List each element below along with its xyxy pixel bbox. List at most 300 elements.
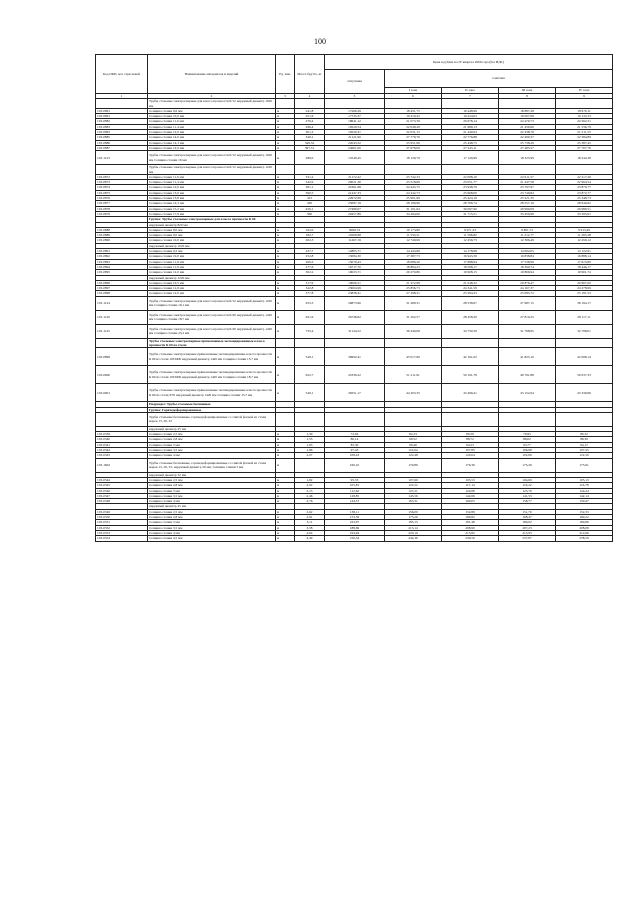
item-name: толщина стенки 11,4 мм xyxy=(148,124,276,129)
item-code: 103-0896 xyxy=(96,280,148,285)
item-code: 103-0898 xyxy=(96,291,148,296)
section-row xyxy=(96,165,613,175)
item-name: толщина стенки 13,0 мм xyxy=(148,190,276,195)
item-price-zone3: 27 987,15 xyxy=(499,296,556,310)
item-price-zone1: 213,14 xyxy=(385,525,442,530)
item-price-zone1: 119,52 xyxy=(385,483,442,488)
item-price-zone1: 96,46 xyxy=(385,442,442,447)
item-mass: 361,1 xyxy=(295,185,325,190)
empty-cell xyxy=(442,412,499,426)
empty-cell xyxy=(325,165,385,175)
item-mass: 631,9 xyxy=(295,310,325,324)
item-unit: м xyxy=(276,254,295,259)
empty-cell xyxy=(385,165,442,175)
item-unit: м xyxy=(276,286,295,291)
item-mass: 735,4 xyxy=(295,324,325,338)
item-unit: м xyxy=(276,483,295,488)
section-title: Трубы стальные электросварные для класса прочности К 52 наружный диаметр 1220 мм xyxy=(148,165,276,175)
item-price-zone4: 119,59 xyxy=(556,453,613,458)
item-unit: м xyxy=(276,384,295,402)
item-mass: 342,8 xyxy=(295,286,325,291)
item-price-zone3: 22 611,57 xyxy=(499,174,556,179)
item-price-zone2: 176,36 xyxy=(442,458,499,472)
empty-cell xyxy=(499,99,556,109)
item-name: толщина стенки 13,8 мм xyxy=(148,196,276,201)
item-name: толщина стенки 14,9 мм xyxy=(148,145,276,150)
item-name: Трубы стальные бесшовные, горячедеформированные со снятой фаской из стали марок 15, 20, 25, наружный диаметр 30 мм, толщина стенки 5 мм xyxy=(148,458,276,472)
item-mass: 2,76 xyxy=(295,499,325,504)
item-price-zone4: 24 278,99 xyxy=(556,286,613,291)
item-price-wholesale: 21121,90 xyxy=(325,135,385,140)
item-price-zone2: 23 051,77 xyxy=(442,180,499,185)
item-mass: 2,15 xyxy=(295,488,325,493)
price-table xyxy=(95,54,613,542)
item-price-wholesale: 23838,41 xyxy=(325,291,385,296)
header-price-title: Цена в рублях на IV квартал 2006 года (без НДС) xyxy=(325,55,613,70)
item-unit: м xyxy=(276,458,295,472)
item-code: 103-0861 xyxy=(96,114,148,119)
table-row xyxy=(96,458,613,472)
item-price-zone1: 22 031,15 xyxy=(385,130,442,135)
item-price-zone2: 107,85 xyxy=(442,448,499,453)
item-price-zone4: 19 901,74 xyxy=(556,270,613,275)
item-price-wholesale: 80,14 xyxy=(325,437,385,442)
item-mass: 2,07 xyxy=(295,453,325,458)
header-wholesale: отпускная xyxy=(325,70,385,94)
item-name: толщина стенки 11,0 мм xyxy=(148,174,276,179)
item-code: 103-0894 xyxy=(96,264,148,269)
item-price-zone4: 116,78 xyxy=(556,483,613,488)
item-price-wholesale: 19529,54 xyxy=(325,124,385,129)
empty-cell xyxy=(442,99,499,109)
table-body xyxy=(96,99,613,541)
section-title: наружный диаметр 45 мм xyxy=(148,504,276,509)
item-price-zone4: 18 244,38 xyxy=(556,151,613,165)
item-mass: 301,3 xyxy=(295,130,325,135)
item-mass: 3,11 xyxy=(295,520,325,525)
item-price-zone3: 88,02 xyxy=(499,437,556,442)
item-price-zone1: 122,48 xyxy=(385,453,442,458)
item-price-zone1: 23 742,33 xyxy=(385,174,442,179)
item-code: 103-0899 xyxy=(96,348,148,366)
item-price-zone1: 36 440,08 xyxy=(385,324,442,338)
item-price-zone1: 107,69 xyxy=(385,477,442,482)
item-mass: 2,02 xyxy=(295,483,325,488)
empty-cell xyxy=(499,412,556,426)
item-price-zone3: 20 876,47 xyxy=(499,280,556,285)
item-name: Трубы стальные электросварные для класса прочности К 52 наружный диаметр 1020 мм толщина стенки 16 мм xyxy=(148,151,276,165)
item-price-wholesale: 16717,70 xyxy=(325,264,385,269)
item-price-zone2: 27 243,11 xyxy=(442,145,499,150)
item-name: толщина стенки 2,5 мм xyxy=(148,509,276,514)
item-code: 103-0349 xyxy=(96,509,148,514)
item-name: толщина стенки 9,6 мм xyxy=(148,108,276,113)
item-price-zone4: 21 511,53 xyxy=(556,130,613,135)
item-price-zone4: 18 446,17 xyxy=(556,264,613,269)
item-name: Трубы стальные электросварные для класса прочности К 60 наружный диаметр 1420 мм толщина стенки 18,7 мм xyxy=(148,310,276,324)
item-price-wholesale: 31144,52 xyxy=(325,324,385,338)
item-price-zone2: 22 098,10 xyxy=(442,174,499,179)
item-price-zone2: 43 499,41 xyxy=(442,384,499,402)
item-unit: м xyxy=(276,525,295,530)
item-price-zone3: 104,69 xyxy=(499,477,556,482)
empty-cell xyxy=(295,99,325,109)
item-code: 103-0343 xyxy=(96,453,148,458)
item-mass: 2,91 xyxy=(295,515,325,520)
item-price-zone2: 24 341,59 xyxy=(442,286,499,291)
item-mass: 241,8 xyxy=(295,108,325,113)
item-code: 103-0341 xyxy=(96,442,148,447)
item-unit: м xyxy=(276,259,295,264)
item-unit: м xyxy=(276,206,295,211)
item-name: толщина стенки 11,0 мм xyxy=(148,119,276,124)
item-mass: 162,0 xyxy=(295,227,325,232)
item-price-zone4: 159,47 xyxy=(556,499,613,504)
table-row xyxy=(96,366,613,384)
item-price-wholesale: 15549,45 xyxy=(325,151,385,165)
item-mass: 252,8 xyxy=(295,254,325,259)
item-unit: м xyxy=(276,453,295,458)
item-price-zone3: 18 325,99 xyxy=(499,151,556,165)
item-price-zone4: 14 122,91 xyxy=(556,249,613,254)
item-price-zone2: 12 456,73 xyxy=(442,238,499,243)
item-unit: м xyxy=(276,310,295,324)
item-price-wholesale: 153,39 xyxy=(325,515,385,520)
item-mass: 286,0 xyxy=(295,151,325,165)
empty-cell xyxy=(556,165,613,175)
item-mass: 549,1 xyxy=(295,384,325,402)
item-price-zone4: 18 970,11 xyxy=(556,108,613,113)
item-price-zone4: 80,32 xyxy=(556,432,613,437)
empty-cell xyxy=(276,99,295,109)
item-price-zone4: 20 967,00 xyxy=(556,280,613,285)
item-price-zone1: 10 173,80 xyxy=(385,227,442,232)
item-mass: 349,32 xyxy=(295,140,325,145)
item-unit: м xyxy=(276,291,295,296)
item-name: толщина стенки 8,0 мм xyxy=(148,227,276,232)
item-price-zone2: 160,05 xyxy=(442,499,499,504)
item-price-zone1: 31 289,31 xyxy=(385,296,442,310)
item-price-zone2: 25 294,43 xyxy=(442,291,499,296)
item-price-zone4: 23 872,77 xyxy=(556,190,613,195)
item-unit: м xyxy=(276,442,295,447)
item-price-wholesale: 97,43 xyxy=(325,448,385,453)
item-name: Трубы стальные электросварные прямошовные экспандированные класса прочности К 60 из стали 10Г2ФБ наружный диаметр 1420 мм толщина стенки 15,7 мм xyxy=(148,348,276,366)
item-price-zone4: 17 615,89 xyxy=(556,259,613,264)
item-price-zone3: 180,02 xyxy=(499,520,556,525)
item-price-zone1: 90,52 xyxy=(385,437,442,442)
item-name: толщина стенки 2,8 мм xyxy=(148,515,276,520)
item-unit: м xyxy=(276,499,295,504)
item-price-zone4: 169,22 xyxy=(556,515,613,520)
item-price-zone2: 22 776,88 xyxy=(442,135,499,140)
item-price-zone3: 23 767,97 xyxy=(499,185,556,190)
item-price-wholesale: 160,10 xyxy=(325,458,385,472)
item-mass: 1,55 xyxy=(295,437,325,442)
item-mass: 342,9 xyxy=(295,180,325,185)
item-price-wholesale: 22043,52 xyxy=(325,140,385,145)
item-unit: м xyxy=(276,280,295,285)
item-unit: м xyxy=(276,135,295,140)
header-zone2: II зона xyxy=(442,87,499,94)
item-name: толщина стенки 17,9 мм xyxy=(148,211,276,216)
item-price-zone4: 42 098,14 xyxy=(556,348,613,366)
item-price-wholesale: 128,85 xyxy=(325,493,385,498)
item-name: толщина стенки 3 мм xyxy=(148,442,276,447)
item-name: толщина стенки 14,3 мм xyxy=(148,201,276,206)
item-name: толщина стенки 14,3 мм xyxy=(148,140,276,145)
item-code: 103-0878 xyxy=(96,206,148,211)
item-price-zone3: 21 450,60 xyxy=(499,124,556,129)
item-price-zone4: 180,86 xyxy=(556,520,613,525)
item-unit: м xyxy=(276,520,295,525)
item-unit: м xyxy=(276,348,295,366)
column-number: 3 xyxy=(276,94,295,99)
section-title: Трубы стальные электросварные прямошовные экспандированные класса прочности К 60 из стали xyxy=(148,338,276,348)
item-mass: 296,4 xyxy=(295,124,325,129)
item-price-zone3: 18 360,74 xyxy=(499,264,556,269)
item-price-zone4: 22 217,26 xyxy=(556,174,613,179)
empty-cell xyxy=(385,338,442,348)
item-price-zone3: 25 221,35 xyxy=(499,196,556,201)
item-price-zone1: 11 550,51 xyxy=(385,233,442,238)
item-price-zone2: 152,89 xyxy=(442,509,499,514)
item-unit: м xyxy=(276,130,295,135)
item-price-zone1: 12 749,99 xyxy=(385,238,442,243)
item-price-zone3: 24 167,37 xyxy=(499,286,556,291)
item-price-zone2: 19 224,63 xyxy=(442,114,499,119)
empty-cell xyxy=(499,338,556,348)
item-price-zone4: 25 191,53 xyxy=(556,291,613,296)
item-mass: 377,8 xyxy=(295,291,325,296)
item-name: толщина стенки 4,5 мм xyxy=(148,536,276,541)
item-price-zone2: 9 971,33 xyxy=(442,227,499,232)
section-code xyxy=(96,165,148,175)
item-price-zone3: 175,29 xyxy=(499,458,556,472)
item-mass: 251,6 xyxy=(295,114,325,119)
item-price-zone2: 124,68 xyxy=(442,488,499,493)
item-price-zone4: 22 964,54 xyxy=(556,180,613,185)
item-code: 103-0890 xyxy=(96,238,148,243)
item-name: толщина стенки 10,0 мм xyxy=(148,114,276,119)
section-title: Трубы стальные бесшовные, горячедеформированные со снятой фаской из стали марок 15, 20, 25 xyxy=(148,412,276,426)
item-unit: м xyxy=(276,324,295,338)
item-name: толщина стенки 12,0 мм xyxy=(148,270,276,275)
item-price-zone4: 25 348,73 xyxy=(556,196,613,201)
item-price-wholesale: 21447,33 xyxy=(325,190,385,195)
item-code: 103-0340 xyxy=(96,437,148,442)
item-price-zone1: 31 502,57 xyxy=(385,310,442,324)
item-name: толщина стенки 11,0 мм xyxy=(148,286,276,291)
empty-cell xyxy=(442,338,499,348)
item-price-wholesale: 9066,74 xyxy=(325,227,385,232)
item-price-zone2: 28 766,74 xyxy=(442,201,499,206)
item-unit: м xyxy=(276,114,295,119)
item-price-zone4: 33 595,61 xyxy=(556,211,613,216)
table-row xyxy=(96,348,613,366)
item-mass: 390,5 xyxy=(295,190,325,195)
item-mass: 2,62 xyxy=(295,509,325,514)
item-price-zone4: 19 143,33 xyxy=(556,114,613,119)
item-price-zone1: 25 901,99 xyxy=(385,196,442,201)
item-name: толщина стенки 11,4 мм xyxy=(148,180,276,185)
column-number: 2 xyxy=(148,94,276,99)
item-name: толщина стенки 9,0 мм xyxy=(148,233,276,238)
item-price-zone3: 213,95 xyxy=(499,530,556,535)
section-row xyxy=(96,338,613,348)
item-price-zone1: 18 431,75 xyxy=(385,108,442,113)
item-price-zone2: 88,72 xyxy=(442,437,499,442)
item-price-zone1: 17 287,73 xyxy=(385,254,442,259)
item-price-zone2: 28 538,97 xyxy=(442,296,499,310)
item-code: 103-1123 xyxy=(96,151,148,165)
column-number: 9 xyxy=(556,94,613,99)
item-price-zone2: 17 688,94 xyxy=(442,259,499,264)
item-price-zone3: 21 447,58 xyxy=(499,180,556,185)
item-mass: 500 xyxy=(295,211,325,216)
item-unit: м xyxy=(276,196,295,201)
item-code: 103-0873 xyxy=(96,180,148,185)
item-name: толщина стенки 4 мм xyxy=(148,530,276,535)
item-price-zone3: 12 396,49 xyxy=(499,238,556,243)
item-price-wholesale: 17266,29 xyxy=(325,108,385,113)
empty-cell xyxy=(276,338,295,348)
item-name: толщина стенки 9,2 мм xyxy=(148,249,276,254)
item-price-zone3: 25 738,29 xyxy=(499,140,556,145)
item-code: 103-0861 xyxy=(96,108,148,113)
item-mass: 456,1 xyxy=(295,206,325,211)
item-price-wholesale: 26748,62 xyxy=(325,310,385,324)
item-name: толщина стенки 12,0 мм xyxy=(148,185,276,190)
item-mass: 1,39 xyxy=(295,432,325,437)
item-code: 103-0883 xyxy=(96,124,148,129)
item-unit: м xyxy=(276,270,295,275)
item-mass: 227,7 xyxy=(295,249,325,254)
header-name: Наименование материалов и изделий xyxy=(148,55,276,94)
item-price-wholesale: 25087,19 xyxy=(325,201,385,206)
item-name: толщина стенки 2,8 мм xyxy=(148,483,276,488)
item-price-wholesale: 15070,43 xyxy=(325,259,385,264)
item-unit: м xyxy=(276,190,295,195)
item-price-zone4: 43 339,66 xyxy=(556,384,613,402)
item-price-zone2: 21 048,32 xyxy=(442,280,499,285)
item-price-zone2: 21 440,94 xyxy=(442,130,499,135)
empty-cell xyxy=(276,165,295,175)
item-code: 103-0893 xyxy=(96,259,148,264)
item-price-wholesale: 85,39 xyxy=(325,442,385,447)
item-code: 103-1125 xyxy=(96,324,148,338)
item-code: 103-0339 xyxy=(96,432,148,437)
item-price-wholesale: 17735,37 xyxy=(325,114,385,119)
item-price-zone2: 23 968,00 xyxy=(442,190,499,195)
item-code: 103-0875 xyxy=(96,190,148,195)
item-mass: 430 xyxy=(295,201,325,206)
item-price-zone1: 18 884,23 xyxy=(385,264,442,269)
item-price-wholesale: 23004,99 xyxy=(325,286,385,291)
item-price-wholesale: 216,34 xyxy=(325,536,385,541)
item-unit: м xyxy=(276,124,295,129)
item-code: 103-0347 xyxy=(96,493,148,498)
item-price-zone4: 142,14 xyxy=(556,493,613,498)
header-unit: Ед. изм. xyxy=(276,55,295,94)
column-number: 5 xyxy=(325,94,385,99)
item-price-zone4: 28 649,62 xyxy=(556,201,613,206)
item-price-zone3: 28 557,16 xyxy=(499,201,556,206)
item-code: 103-0351 xyxy=(96,520,148,525)
item-price-wholesale: 21172,42 xyxy=(325,174,385,179)
item-price-zone1: 156,00 xyxy=(385,509,442,514)
item-price-zone1: 127,21 xyxy=(385,488,442,493)
empty-cell xyxy=(325,412,385,426)
item-price-zone1: 25 856,73 xyxy=(385,286,442,291)
item-unit: м xyxy=(276,211,295,216)
item-price-zone1: 25 951,99 xyxy=(385,140,442,145)
item-code: 103-0874 xyxy=(96,185,148,190)
item-price-zone1: 34 494,00 xyxy=(385,211,442,216)
item-code: 103-0344 xyxy=(96,477,148,482)
item-price-wholesale: 36992,41 xyxy=(325,348,385,366)
item-price-zone3: 79,95 xyxy=(499,432,556,437)
item-mass: 276,4 xyxy=(295,119,325,124)
item-price-wholesale: 19023,71 xyxy=(325,270,385,275)
item-price-wholesale: 194,94 xyxy=(325,530,385,535)
item-price-zone1: 14 443,66 xyxy=(385,249,442,254)
item-code: 103-0895 xyxy=(96,270,148,275)
item-price-wholesale: 26873,90 xyxy=(325,296,385,310)
item-price-zone4: 29 989,51 xyxy=(556,206,613,211)
section-code xyxy=(96,412,148,426)
empty-cell xyxy=(385,99,442,109)
item-unit: м xyxy=(276,238,295,243)
item-price-zone2: 28 458,30 xyxy=(442,310,499,324)
item-price-wholesale: 24661,00 xyxy=(325,145,385,150)
item-price-zone2: 17 129,99 xyxy=(442,151,499,165)
item-price-wholesale: 18641,12 xyxy=(325,119,385,124)
item-unit: м xyxy=(276,477,295,482)
section-title: наружный диаметр 25 мм xyxy=(148,426,276,431)
item-price-zone1: 23 518,69 xyxy=(385,180,442,185)
item-code: 103-0863 xyxy=(96,130,148,135)
item-price-zone1: 145,56 xyxy=(385,493,442,498)
item-price-zone3: 24 470,73 xyxy=(499,119,556,124)
empty-cell xyxy=(325,338,385,348)
item-price-zone3: 29 990,09 xyxy=(499,206,556,211)
item-price-wholesale: 95,33 xyxy=(325,477,385,482)
item-unit: м xyxy=(276,530,295,535)
item-name: Трубы стальные электросварные для класса прочности К 60 наружный диаметр 1420 мм толщина стенки 23,2 мм xyxy=(148,324,276,338)
item-price-zone2: 105,53 xyxy=(442,477,499,482)
section-title: наружный диаметр 1020 мм xyxy=(148,243,276,248)
section-title: Подраздел: Трубы стальные бесшовные xyxy=(148,402,276,407)
item-name: толщина стенки 4 мм xyxy=(148,499,276,504)
item-price-zone4: 21 536,79 xyxy=(556,124,613,129)
item-mass: 182,7 xyxy=(295,233,325,238)
item-price-zone4: 32 798,01 xyxy=(556,324,613,338)
item-price-zone2: 30 097,90 xyxy=(442,206,499,211)
item-code: 103-0879 xyxy=(96,211,148,216)
item-name: Трубы стальные электросварные прямошовные экспандированные класса прочности К 60 из стали Х70 наружный диаметр 1420 мм толщина стенки 15,7 мм xyxy=(148,384,276,402)
page-number: 100 xyxy=(314,37,326,46)
item-price-zone3: 93,77 xyxy=(499,442,556,447)
section-title: наружный диаметр 820 мм xyxy=(148,222,276,227)
item-price-zone3: 16 838,84 xyxy=(499,254,556,259)
item-price-zone2: 16 943,39 xyxy=(442,254,499,259)
item-name: толщина стенки 3 мм xyxy=(148,488,276,493)
item-unit: м xyxy=(276,509,295,514)
item-price-zone4: 88,39 xyxy=(556,437,613,442)
table-row xyxy=(96,536,613,541)
header-zone3: III зона xyxy=(499,87,556,94)
